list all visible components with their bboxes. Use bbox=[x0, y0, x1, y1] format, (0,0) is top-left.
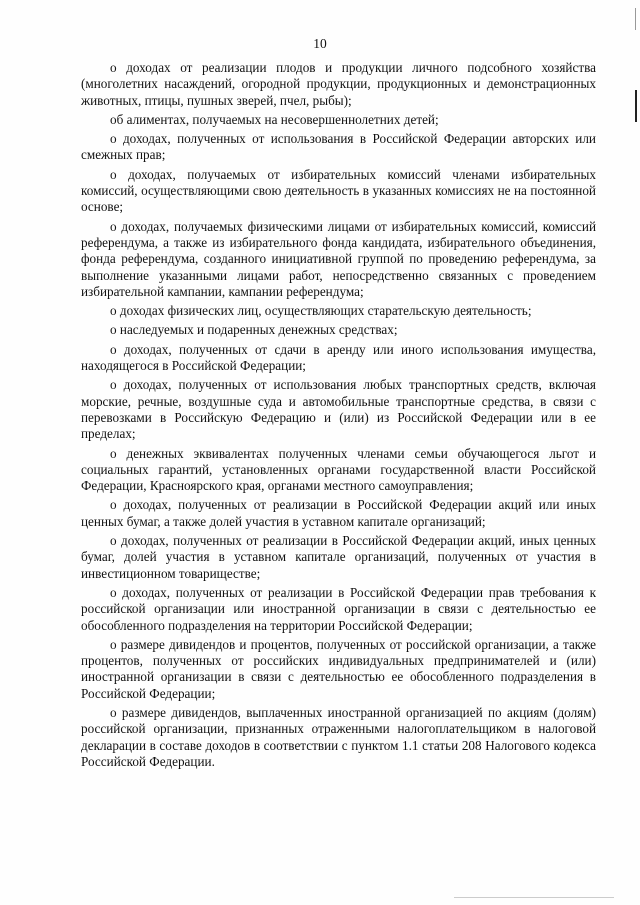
paragraph: о размере дивидендов, выплаченных иностранной организацией по акциям (долям) российской организации, признанных отраженными налогоплательщиком в налоговой декларации в составе доходов в соответствии с пунктом 1.1 статьи 208 Налогового кодекса Российской Федерации. bbox=[81, 704, 596, 769]
paragraph: о наследуемых и подаренных денежных средствах; bbox=[110, 322, 398, 338]
paragraph: о денежных эквивалентах полученных членами семьи обучающегося льгот и социальных гарантий, установленных органами государственной власти Российской Федерации, Красноярского края, органами местного самоуправления; bbox=[81, 445, 596, 494]
scan-edge-mark bbox=[635, 90, 637, 122]
paragraph: о доходах физических лиц, осуществляющих старательскую деятельность; bbox=[110, 303, 532, 319]
paragraph: о доходах, полученных от сдачи в аренду или иного использования имущества, находящегося в Российской Федерации; bbox=[81, 341, 596, 374]
paragraph: о доходах, полученных от использования в Российской Федерации авторских или смежных прав; bbox=[81, 131, 596, 163]
paragraph: о размере дивидендов и процентов, полученных от российской организации, а также процентов, полученных от российских индивидуальных предпринимателей и (или) иностранной организации в связи с деятельностью ее обособленного подразделения в Российской Федерации; bbox=[81, 636, 596, 701]
paragraph: о доходах, полученных от реализации в Российской Федерации акций, иных ценных бумаг, долей участия в уставном капитале организаций, полученных от участия в инвестиционном товариществе; bbox=[81, 533, 596, 581]
paragraph: об алиментах, получаемых на несовершеннолетних детей; bbox=[110, 111, 439, 127]
paragraph: о доходах, получаемых физическими лицами от избирательных комиссий, комиссий референдума, а также из избирательного фонда кандидата, избирательного объединения, фонда референдума, созданного инициативной группой по проведению референдума, за выполнение указанными лицами работ, непосредственно связанных с проведением избирательной кампании, кампании референдума; bbox=[81, 218, 596, 299]
document-body bbox=[81, 60, 596, 773]
paragraph: о доходах, получаемых от избирательных комиссий членами избирательных комиссий, осуществляющими свою деятельность в указанных комиссиях не на постоянной основе; bbox=[81, 166, 596, 215]
paragraph: о доходах от реализации плодов и продукции личного подсобного хозяйства (многолетних насаждений, огородной продукции, продукционных и демонстрационных животных, птицы, пушных зверей, пчел, рыбы); bbox=[81, 60, 596, 108]
paragraph: о доходах, полученных от использования любых транспортных средств, включая морские, речные, воздушные суда и автомобильные транспортные средства, в связи с перевозками в Российскую Федерацию и (или) из Российской Федерации или в ее пределах; bbox=[81, 377, 596, 442]
scan-edge-mark bbox=[454, 897, 614, 898]
paragraph: о доходах, полученных от реализации в Российской Федерации акций или иных ценных бумаг, а также долей участия в уставном капитале организаций; bbox=[81, 497, 596, 529]
scan-edge-mark bbox=[635, 8, 636, 30]
page-number: 10 bbox=[313, 36, 327, 51]
paragraph: о доходах, полученных от реализации в Российской Федерации прав требования к российской организации или иностранной организации в связи с деятельностью ее обособленного подразделения на территории Российской Федерации; bbox=[81, 584, 596, 633]
